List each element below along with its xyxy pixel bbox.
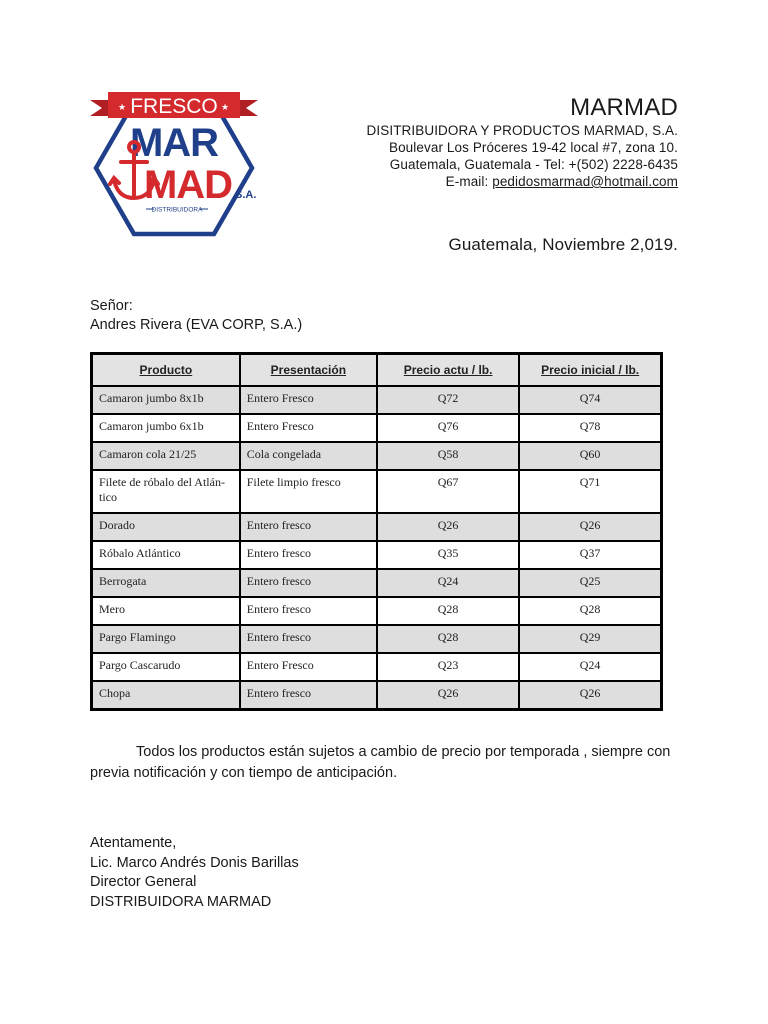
- presentation-cell: Entero fresco: [240, 597, 377, 625]
- initial-price-cell: Q28: [519, 597, 661, 625]
- presentation-cell: Entero fresco: [240, 513, 377, 541]
- company-email-line: [367, 173, 678, 190]
- initial-price-cell: Q37: [519, 541, 661, 569]
- presentation-cell: Entero Fresco: [240, 653, 377, 681]
- header-initial-price: Precio inicial / lb.: [519, 354, 661, 387]
- table-row: [92, 442, 662, 470]
- current-price-cell: Q26: [377, 681, 519, 710]
- table-row: [92, 470, 662, 513]
- current-price-cell: Q67: [377, 470, 519, 513]
- product-cell: Filete de róbalo del Atlán-tico: [92, 470, 240, 513]
- presentation-cell: Entero fresco: [240, 541, 377, 569]
- recipient-block: [90, 297, 302, 335]
- email-link[interactable]: pedidosmarmad@hotmail.com: [492, 174, 678, 189]
- logo-line1: MAR: [129, 121, 219, 165]
- company-name: MARMAD: [570, 94, 678, 121]
- product-cell: Berrogata: [92, 569, 240, 597]
- table-row: [92, 569, 662, 597]
- presentation-cell: Cola congelada: [240, 442, 377, 470]
- signer-name: Lic. Marco Andrés Donis Barillas: [90, 854, 299, 871]
- salutation: Señor:: [90, 298, 133, 314]
- current-price-cell: Q58: [377, 442, 519, 470]
- product-cell: Camaron cola 21/25: [92, 442, 240, 470]
- header-current-price: Precio actu / lb.: [377, 354, 519, 387]
- product-cell: Chopa: [92, 681, 240, 710]
- product-cell: Pargo Flamingo: [92, 625, 240, 653]
- product-cell: Róbalo Atlántico: [92, 541, 240, 569]
- initial-price-cell: Q71: [519, 470, 661, 513]
- current-price-cell: Q35: [377, 541, 519, 569]
- letter-date: Guatemala, Noviembre 2,019.: [448, 235, 678, 254]
- company-logo: [88, 88, 260, 238]
- initial-price-cell: Q25: [519, 569, 661, 597]
- presentation-cell: Entero Fresco: [240, 386, 377, 414]
- signature-block: [90, 834, 299, 912]
- initial-price-cell: Q60: [519, 442, 661, 470]
- product-cell: Camaron jumbo 8x1b: [92, 386, 240, 414]
- current-price-cell: Q28: [377, 597, 519, 625]
- current-price-cell: Q72: [377, 386, 519, 414]
- table-row: [92, 597, 662, 625]
- product-cell: Pargo Cascarudo: [92, 653, 240, 681]
- svg-text:★: ★: [118, 102, 127, 112]
- presentation-cell: Entero fresco: [240, 625, 377, 653]
- presentation-cell: Entero fresco: [240, 569, 377, 597]
- presentation-cell: Filete limpio fresco: [240, 470, 377, 513]
- logo-tagline: DISTRIBUIDORA: [151, 206, 203, 214]
- closing-regards: Atentamente,: [90, 835, 177, 851]
- price-notice: Todos los productos están sujetos a cambio de precio por temporada , siempre con previa notificación y con tiempo de anticipación.: [90, 744, 671, 781]
- company-header: [367, 94, 678, 190]
- recipient-name: Andres Rivera (EVA CORP, S.A.): [90, 317, 303, 333]
- signer-company: DISTRIBUIDORA MARMAD: [90, 893, 272, 910]
- company-legal-name: DISITRIBUIDORA Y PRODUCTOS MARMAD, S.A.: [366, 123, 678, 138]
- product-cell: Dorado: [92, 513, 240, 541]
- header-product: Producto: [92, 354, 240, 387]
- email-label: E-mail:: [445, 174, 489, 189]
- initial-price-cell: Q29: [519, 625, 661, 653]
- table-row: [92, 513, 662, 541]
- product-cell: Mero: [92, 597, 240, 625]
- current-price-cell: Q76: [377, 414, 519, 442]
- table-header-row: [92, 354, 662, 387]
- initial-price-cell: Q26: [519, 681, 661, 710]
- svg-text:★: ★: [221, 102, 230, 112]
- table-row: [92, 681, 662, 710]
- initial-price-cell: Q26: [519, 513, 661, 541]
- table-row: [92, 386, 662, 414]
- signer-title: Director General: [90, 874, 197, 890]
- initial-price-cell: Q74: [519, 386, 661, 414]
- company-city-phone: Guatemala, Guatemala - Tel: +(502) 2228-6435: [389, 157, 678, 172]
- logo-suffix: S.A.: [235, 189, 257, 201]
- current-price-cell: Q28: [377, 625, 519, 653]
- header-presentation: Presentación: [240, 354, 377, 387]
- initial-price-cell: Q78: [519, 414, 661, 442]
- table-row: [92, 625, 662, 653]
- table-row: [92, 653, 662, 681]
- company-address: Boulevar Los Próceres 19-42 local #7, zona 10.: [388, 140, 678, 155]
- logo-banner-text: FRESCO: [130, 95, 218, 118]
- current-price-cell: Q24: [377, 569, 519, 597]
- current-price-cell: Q26: [377, 513, 519, 541]
- logo-line2: MAD: [143, 163, 233, 207]
- product-cell: Camaron jumbo 6x1b: [92, 414, 240, 442]
- table-row: [92, 414, 662, 442]
- table-row: [92, 541, 662, 569]
- price-table: [90, 352, 663, 711]
- current-price-cell: Q23: [377, 653, 519, 681]
- presentation-cell: Entero fresco: [240, 681, 377, 710]
- presentation-cell: Entero Fresco: [240, 414, 377, 442]
- initial-price-cell: Q24: [519, 653, 661, 681]
